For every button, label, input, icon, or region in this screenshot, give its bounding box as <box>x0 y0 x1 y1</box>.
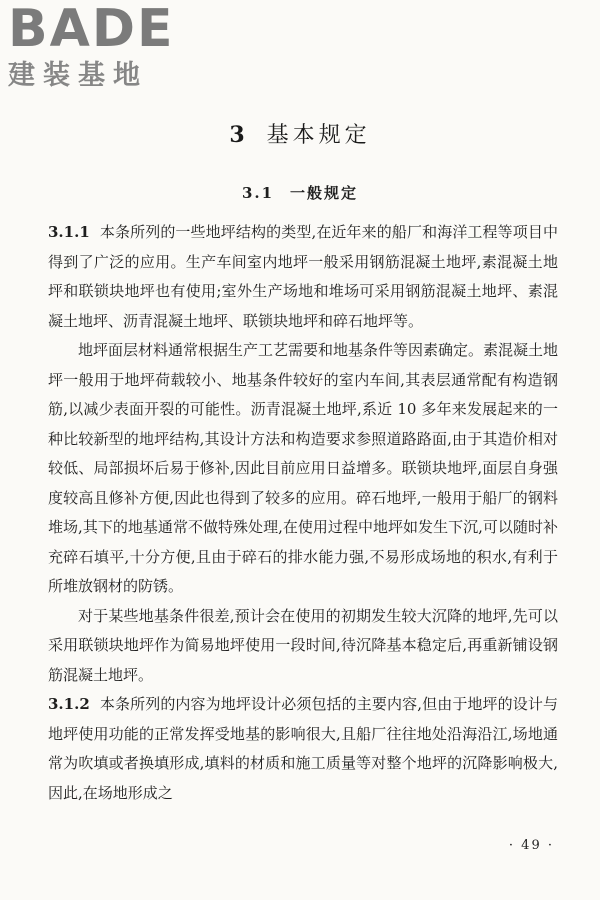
paragraph <box>48 336 558 602</box>
body-text <box>48 218 558 808</box>
logo-latin-text: BADE <box>8 0 175 59</box>
paragraph-text: 对于某些地基条件很差,预计会在使用的初期发生较大沉降的地坪,先可以采用联锁块地坪作为简易地坪使用一段时间,待沉降基本稳定后,再重新铺设钢筋混凝土地坪。 <box>48 606 558 684</box>
clause-number: 3.1.2 <box>48 695 90 713</box>
clause-number: 3.1.1 <box>48 223 90 241</box>
chapter-number: 3 <box>229 122 249 148</box>
section-number: 3.1 <box>241 184 275 202</box>
paragraph-text: 本条所列的一些地坪结构的类型,在近年来的船厂和海洋工程等项目中得到了广泛的应用。生产车间室内地坪一般采用钢筋混凝土地坪,素混凝土地坪和联锁块地坪也有使用;室外生产场地和堆场可采用钢筋混凝土地坪、素混凝土地坪、沥青混凝土地坪、联锁块地坪和碎石地坪等。 <box>48 223 558 330</box>
logo-cjk-text: 建装基地 <box>8 60 148 91</box>
section-title-text: 一般规定 <box>290 184 359 202</box>
paragraph <box>48 602 558 691</box>
chapter-title <box>0 118 600 149</box>
bade-logo <box>8 2 183 94</box>
clause-3-1-1 <box>48 218 558 336</box>
chapter-title-text: 基本规定 <box>266 123 371 148</box>
section-title <box>0 182 600 203</box>
paragraph-text: 地坪面层材料通常根据生产工艺需要和地基条件等因素确定。素混凝土地坪一般用于地坪荷载较小、地基条件较好的室内车间,其表层通常配有构造钢筋,以减少表面开裂的可能性。沥青混凝土地坪,系近 10 多年来发展起来的一种比较新型的地坪结构,其设计方法和构造要求参照道路路面,由于其造价相对较低、局部损坏后易于修补,因此目前应用日益增多。联锁块地坪,面层自身强度较高且修补方便,因此也得到了较多的应用。碎石地坪,一般用于船厂的钢料堆场,其下的地基通常不做特殊处理,在使用过程中地坪如发生下沉,可以随时补充碎石填平,十分方便,且由于碎石的排水能力强,不易形成场地的积水,有利于所堆放钢材的防锈。 <box>48 341 559 595</box>
page-number: · 49 · <box>508 838 554 853</box>
clause-3-1-2 <box>48 690 558 808</box>
paragraph-text: 本条所列的内容为地坪设计必须包括的主要内容,但由于地坪的设计与地坪使用功能的正常发挥受地基的影响很大,且船厂往往地处沿海沿江,场地通常为吹填或者换填形成,填料的材质和施工质量等对整个地坪的沉降影响极大,因此,在场地形成之 <box>48 695 558 802</box>
